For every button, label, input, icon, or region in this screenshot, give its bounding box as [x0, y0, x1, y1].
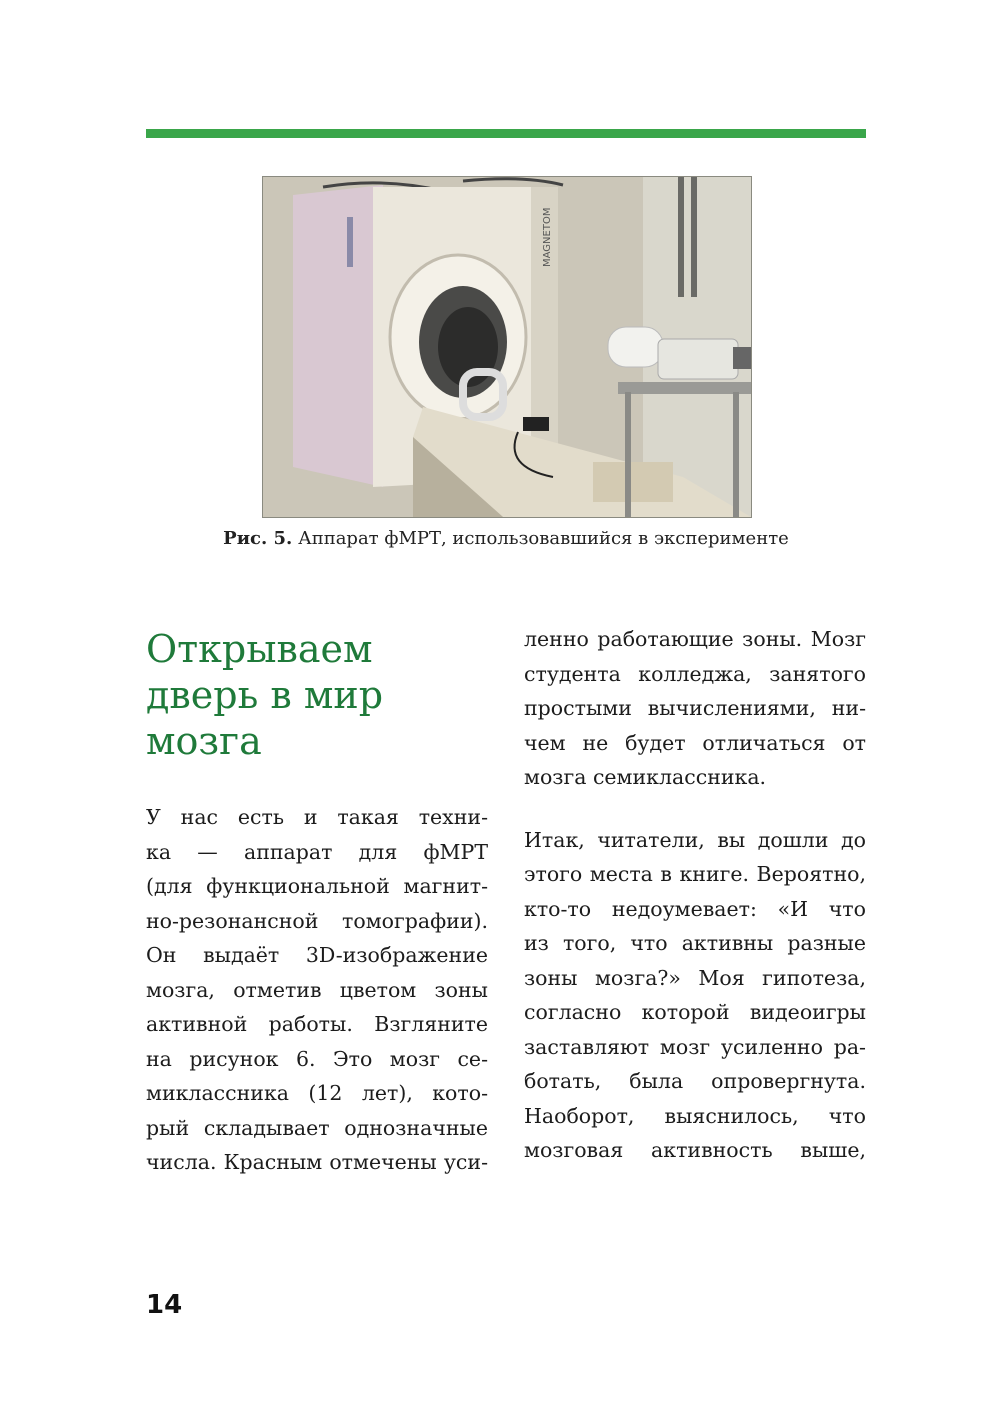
text-line: заставляют мозг усиленно ра-	[524, 1034, 866, 1059]
top-green-rule	[146, 129, 866, 138]
text-line: У нас есть и такая техни-	[146, 805, 488, 829]
magnetom-brand-text: MAGNETOM	[542, 207, 553, 267]
text-line: мозга семиклассника.	[524, 765, 767, 789]
text-line: (для функциональной магнит-	[146, 874, 488, 898]
heading-line: мозга	[146, 719, 262, 763]
text-line: ка — аппарат для фМРТ	[146, 839, 488, 864]
text-line: на рисунок 6. Это мозг се-	[146, 1046, 488, 1071]
figure-label: Рис. 5.	[223, 528, 293, 549]
text-line: Итак, читатели, вы дошли до	[524, 827, 866, 852]
text-line: но-резонансной томографии).	[146, 908, 488, 933]
figure-caption-text: Аппарат фМРТ, использовавшийся в эксперименте	[298, 528, 789, 549]
heading-line: дверь в мир	[146, 673, 384, 717]
right-text-column	[524, 622, 866, 1168]
text-line: зоны мозга?» Моя гипотеза,	[524, 965, 866, 990]
figure-caption	[150, 528, 862, 549]
text-line: миклассника (12 лет), кото-	[146, 1081, 488, 1105]
text-line: студента колледжа, занятого	[524, 661, 866, 686]
text-line: Он выдаёт 3D-изображение	[146, 943, 488, 967]
text-line: Наоборот, выяснилось, что	[524, 1103, 866, 1128]
text-line: этого места в книге. Вероятно,	[524, 862, 866, 886]
text-line: числа. Красным отмечены уси-	[146, 1150, 488, 1174]
body-paragraph	[146, 800, 488, 1180]
text-line: чем не будет отличаться от	[524, 730, 866, 755]
text-line: мозга, отметив цветом зоны	[146, 977, 488, 1002]
text-line: из того, что активны разные	[524, 931, 866, 955]
text-line: согласно которой видеоигры	[524, 1000, 866, 1024]
fmri-machine-photo	[262, 176, 752, 518]
body-paragraph	[524, 823, 866, 1168]
body-paragraph	[524, 622, 866, 795]
text-line: рый складывает однозначные	[146, 1115, 488, 1140]
text-line: ботать, была опровергнута.	[524, 1069, 866, 1093]
left-text-column	[146, 800, 488, 1180]
heading-line: Открываем	[146, 627, 373, 671]
page-number: 14	[146, 1290, 183, 1320]
text-line: активной работы. Взгляните	[146, 1012, 488, 1036]
text-line: мозговая активность выше,	[524, 1138, 866, 1162]
text-line: кто-то недоумевает: «И что	[524, 896, 866, 921]
text-line: простыми вычислениями, ни-	[524, 696, 866, 720]
text-line: ленно работающие зоны. Мозг	[524, 627, 866, 651]
section-heading	[146, 626, 496, 764]
